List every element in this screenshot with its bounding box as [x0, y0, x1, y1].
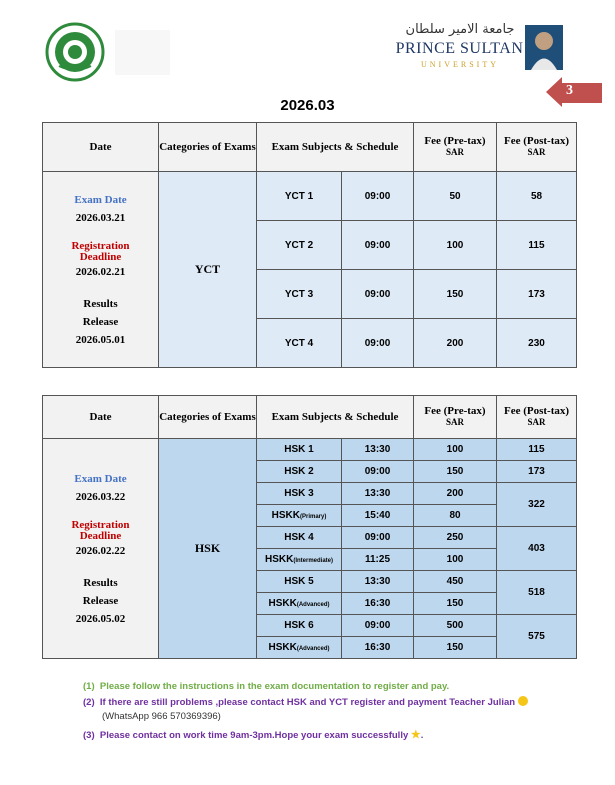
date-header: Date: [43, 396, 159, 439]
yct-time: 09:00: [342, 172, 414, 221]
hsk-fee-pre: 80: [414, 505, 497, 527]
hsk-fee-post: 403: [497, 527, 577, 571]
yct-subject: YCT 3: [257, 270, 342, 319]
subjects-header: Exam Subjects & Schedule: [257, 396, 414, 439]
yct-fee-pre: 100: [414, 221, 497, 270]
psu-university: UNIVERSITY: [421, 60, 499, 69]
hsk-fee-pre: 100: [414, 439, 497, 461]
hsk-time: 16:30: [342, 593, 414, 615]
hsk-fee-post: 322: [497, 483, 577, 527]
hsk-time: 13:30: [342, 483, 414, 505]
note-2: (2) If there are still problems ,please contact HSK and YCT register and payment Teacher Julian: [83, 696, 593, 708]
hsk-fee-pre: 250: [414, 527, 497, 549]
hsk-time: 09:00: [342, 461, 414, 483]
hsk-fee-pre: 200: [414, 483, 497, 505]
hsk-subject: HSK 1: [257, 439, 342, 461]
yct-fee-post: 58: [497, 172, 577, 221]
hsk-time: 13:30: [342, 571, 414, 593]
psu-crest: [525, 25, 563, 70]
yct-fee-pre: 200: [414, 319, 497, 368]
hsk-time: 09:00: [342, 615, 414, 637]
hsk-subject: HSKK(Advanced): [257, 593, 342, 615]
subjects-header: Exam Subjects & Schedule: [257, 123, 414, 172]
page-number-badge: 3: [546, 75, 602, 109]
yct-fee-pre: 50: [414, 172, 497, 221]
hsk-fee-post: 173: [497, 461, 577, 483]
yct-time: 09:00: [342, 270, 414, 319]
hsk-fee-pre: 150: [414, 461, 497, 483]
psu-english-name: PRINCE SULTAN: [395, 40, 524, 57]
yct-fee-post: 230: [497, 319, 577, 368]
yct-fee-post: 115: [497, 221, 577, 270]
hsk-time: 13:30: [342, 439, 414, 461]
category-header: Categories of Exams: [159, 123, 257, 172]
yct-subject: YCT 1: [257, 172, 342, 221]
psu-arabic-name: جامعة الامير سلطان: [405, 22, 515, 37]
fee-pre-header: Fee (Pre-tax) SAR: [414, 123, 497, 172]
hsk-time: 15:40: [342, 505, 414, 527]
smile-emoji-icon: [518, 696, 528, 706]
hsk-dates: Exam Date 2026.03.22 Registration Deadline 2026.02.22 Results Release 2026.05.02: [43, 439, 159, 659]
date-header: Date: [43, 123, 159, 172]
yct-subject: YCT 2: [257, 221, 342, 270]
hsk-fee-post: 575: [497, 615, 577, 659]
hsk-subject: HSK 6: [257, 615, 342, 637]
hsk-table: [42, 395, 577, 659]
hsk-time: 16:30: [342, 637, 414, 659]
hsk-subject: HSK 3: [257, 483, 342, 505]
hsk-category: HSK: [159, 439, 257, 659]
hsk-fee-pre: 450: [414, 571, 497, 593]
hsk-fee-pre: 150: [414, 637, 497, 659]
confucius-logo: [45, 22, 105, 82]
hsk-time: 09:00: [342, 527, 414, 549]
yct-category: YCT: [159, 172, 257, 368]
fee-post-header: Fee (Post-tax) SAR: [497, 123, 577, 172]
hsk-fee-pre: 150: [414, 593, 497, 615]
hsk-subject: HSKK(Advanced): [257, 637, 342, 659]
hsk-subject: HSKK(Intermediate): [257, 549, 342, 571]
yct-time: 09:00: [342, 319, 414, 368]
hsk-subject: HSK 2: [257, 461, 342, 483]
hsk-fee-post: 115: [497, 439, 577, 461]
yct-subject: YCT 4: [257, 319, 342, 368]
hsk-fee-post: 518: [497, 571, 577, 615]
page-title: 2026.03: [280, 97, 335, 114]
yct-fee-post: 173: [497, 270, 577, 319]
star-icon: ★: [410, 729, 421, 741]
yct-fee-pre: 150: [414, 270, 497, 319]
hsk-time: 11:25: [342, 549, 414, 571]
note-1: (1) Please follow the instructions in the exam documentation to register and pay.: [83, 681, 450, 692]
yct-time: 09:00: [342, 221, 414, 270]
hsk-subject: HSKK(Primary): [257, 505, 342, 527]
note-3: (3) Please contact on work time 9am-3pm.Hope your exam successfully ★.: [83, 729, 424, 741]
fee-post-header: Fee (Post-tax) SAR: [497, 396, 577, 439]
yct-dates: Exam Date 2026.03.21 Registration Deadline 2026.02.21 Results Release 2026.05.01: [43, 172, 159, 368]
hsk-fee-pre: 100: [414, 549, 497, 571]
hsk-subject: HSK 5: [257, 571, 342, 593]
hsk-subject: HSK 4: [257, 527, 342, 549]
fee-pre-header: Fee (Pre-tax) SAR: [414, 396, 497, 439]
note-2-contact: (WhatsApp 966 570369396): [102, 711, 221, 722]
logo-placeholder: [115, 30, 170, 75]
category-header: Categories of Exams: [159, 396, 257, 439]
hsk-fee-pre: 500: [414, 615, 497, 637]
yct-table: [42, 122, 577, 368]
